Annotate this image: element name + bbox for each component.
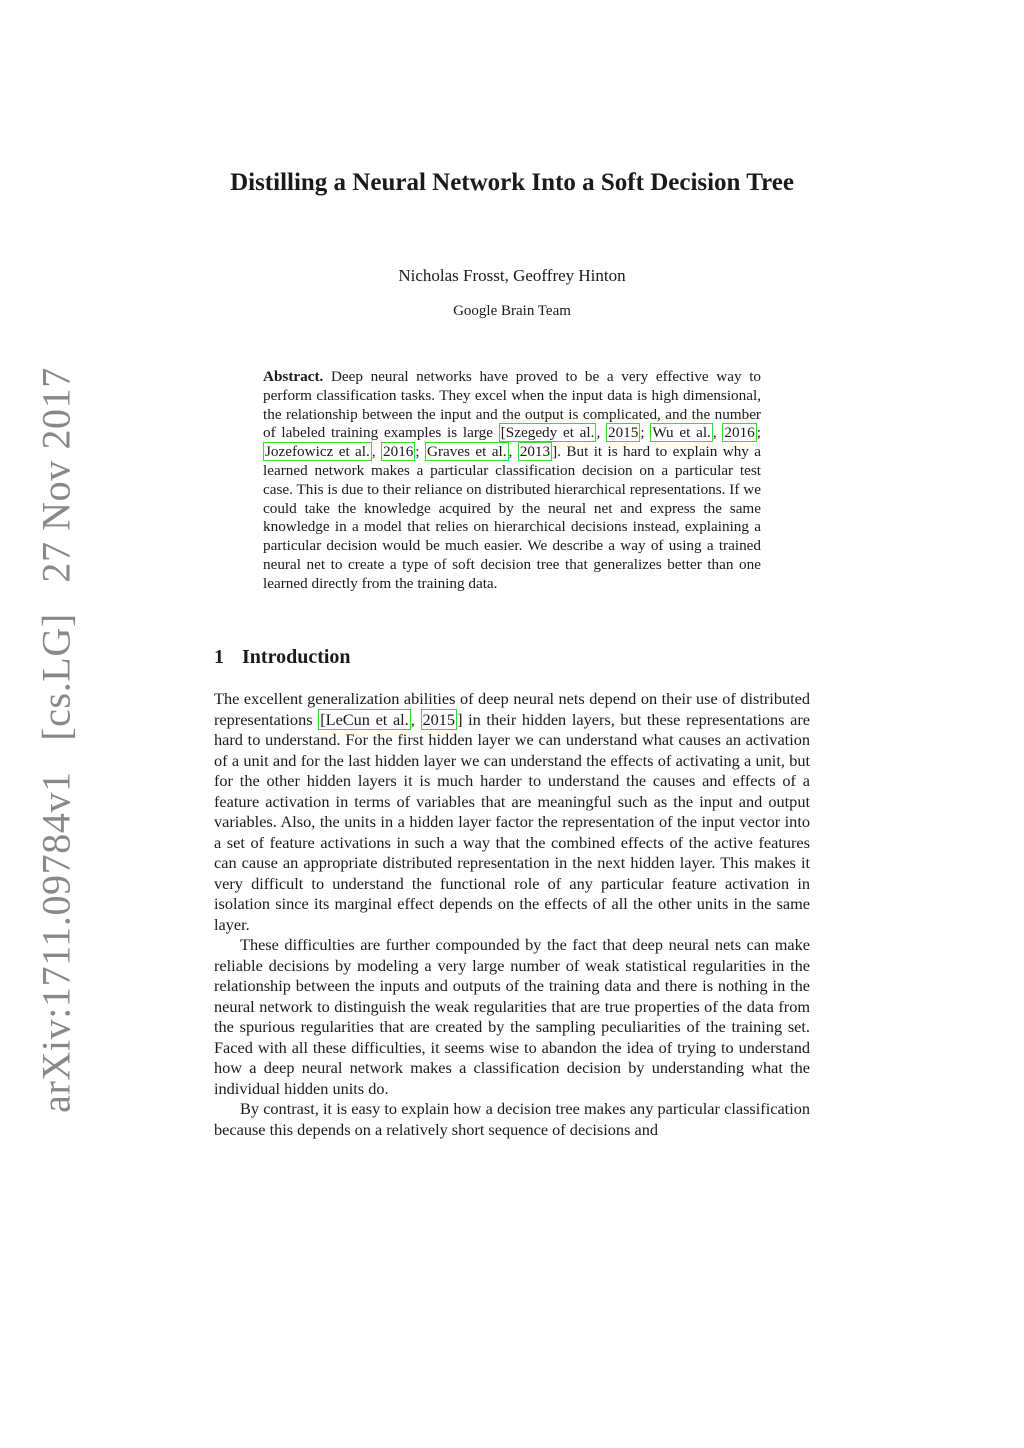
- citation-link-szegedy-year[interactable]: 2015: [607, 424, 639, 442]
- intro-paragraph-2: These difficulties are further compounded by the fact that deep neural nets can make reliable decisions by modeling a very large number of weak statistical regularities in the relationship between the inputs and outputs of the training data and there is nothing in the neural network to distinguish the weak regularities that are true properties of the data from the spurious regularities that are created by the sampling peculiarities of the training set. Faced with all these difficulties, it seems wise to abandon the idea of trying to understand how a deep neural network makes a classification decision by understanding what the individual hidden units do.: [214, 935, 810, 1098]
- abstract: Abstract. Deep neural networks have proved to be a very effective way to perform classification tasks. They excel when the input data is high dimensional, the relationship between the input and the output is complicated, and the number of labeled training examples is large [Szegedy et al. , 2015 ; Wu et al. , 2016 ; Jozefowicz et al. , 2016 ; Graves et al. , 2013 ]. But it is hard to explain why a learned network makes a particular classification decision on a particular test case. This is due to their reliance on distributed hierarchical representations. If we could take the knowledge acquired by the neural net and express the same knowledge in a model that relies on hierarchical decisions instead, explaining a particular decision would be much easier. We describe a way of using a trained neural net to create a type of soft decision tree that generalizes better than one learned directly from the training data.: [263, 368, 762, 592]
- intro-p1-text-a: The excellent generalization abilities of deep neural nets depend on their use of distributed representations: [214, 689, 810, 729]
- arxiv-id: arXiv:1711.09784v1: [33, 771, 79, 1113]
- abstract-text-part-2: . But it is hard to explain why a learned network makes a particular classification decision on a particular test case. This is due to their reliance on distributed hierarchical representations. If we could take the knowledge acquired by the neural net and express the same knowledge in a model that relies on hierarchical decisions instead, explaining a particular decision would be much easier. We describe a way of using a trained neural net to create a type of soft decision tree that generalizes better than one learned directly from the training data.: [263, 443, 762, 592]
- citation-link-lecun-author[interactable]: [LeCun et al.: [320, 709, 409, 729]
- citation-link-jozefowicz-author[interactable]: Jozefowicz et al.: [265, 443, 370, 461]
- citation-link-graves-author[interactable]: Graves et al.: [427, 443, 507, 461]
- introduction-body: [214, 689, 810, 1140]
- paper-authors: Nicholas Frosst, Geoffrey Hinton: [398, 266, 626, 285]
- paper-affiliation: Google Brain Team: [453, 303, 571, 319]
- citation-link-wu-author[interactable]: Wu et al.: [652, 424, 711, 442]
- intro-p1-text-b: ] in their hidden layers, but these representations are hard to understand. For the first hidden layer we can understand what causes an activation of a unit and for the last hidden layer we can understand the effects of activating a unit, but for the other hidden layers it is much harder to understand the causes and effects of a feature activation in terms of variables that are meaningful such as the input and output variables. Also, the units in a hidden layer factor the representation of the input vector into a set of feature activations in such a way that the combined effects of the active features can cause an appropriate distributed representation in the next hidden layer. This makes it very difficult to understand the functional role of any particular feature activation in isolation since its marginal effect depends on the effects of all the other units in the same layer.: [214, 709, 811, 934]
- intro-paragraph-1: The excellent generalization abilities of deep neural nets depend on their use of distributed representations [LeCun et al. , 2015 ] in their hidden layers, but these representations are hard to understand. For the first hidden layer we can understand what causes an activation of a unit and for the last hidden layer we can understand the effects of activating a unit, but for the other hidden layers it is much harder to understand the causes and effects of a feature activation in terms of variables that are meaningful such as the input and output variables. Also, the units in a hidden layer factor the representation of the input vector into a set of feature activations in such a way that the combined effects of the active features can cause an appropriate distributed representation in the next hidden layer. This makes it very difficult to understand the functional role of any particular feature activation in isolation since its marginal effect depends on the effects of all the other units in the same layer.: [214, 689, 811, 934]
- citation-link-szegedy-author[interactable]: [Szegedy et al.: [500, 424, 595, 442]
- citation-link-jozefowicz-year[interactable]: 2016: [383, 443, 414, 461]
- arxiv-date: 27 Nov 2017: [33, 367, 79, 583]
- section-number: 1: [214, 646, 224, 668]
- abstract-text-part-1: Deep neural networks have proved to be a very effective way to perform classification tasks. They excel when the input data is high dimensional, the relationship between the input and the output is complicated, and the number of labeled training examples is large: [263, 368, 762, 442]
- abstract-label: Abstract.: [263, 368, 324, 385]
- paper-title: Distilling a Neural Network Into a Soft Decision Tree: [230, 169, 794, 196]
- citation-link-lecun-year[interactable]: 2015: [422, 709, 456, 729]
- intro-paragraph-3: By contrast, it is easy to explain how a decision tree makes any particular classification because this depends on a relatively short sequence of decisions and: [214, 1099, 810, 1139]
- citation-link-graves-year[interactable]: 2013: [519, 443, 551, 461]
- section-heading-introduction: [214, 646, 351, 669]
- arxiv-identifier-stamp: [33, 357, 80, 1123]
- section-title: Introduction: [242, 646, 351, 668]
- arxiv-category: [cs.LG]: [33, 613, 79, 741]
- citation-link-wu-year[interactable]: 2016: [724, 424, 755, 442]
